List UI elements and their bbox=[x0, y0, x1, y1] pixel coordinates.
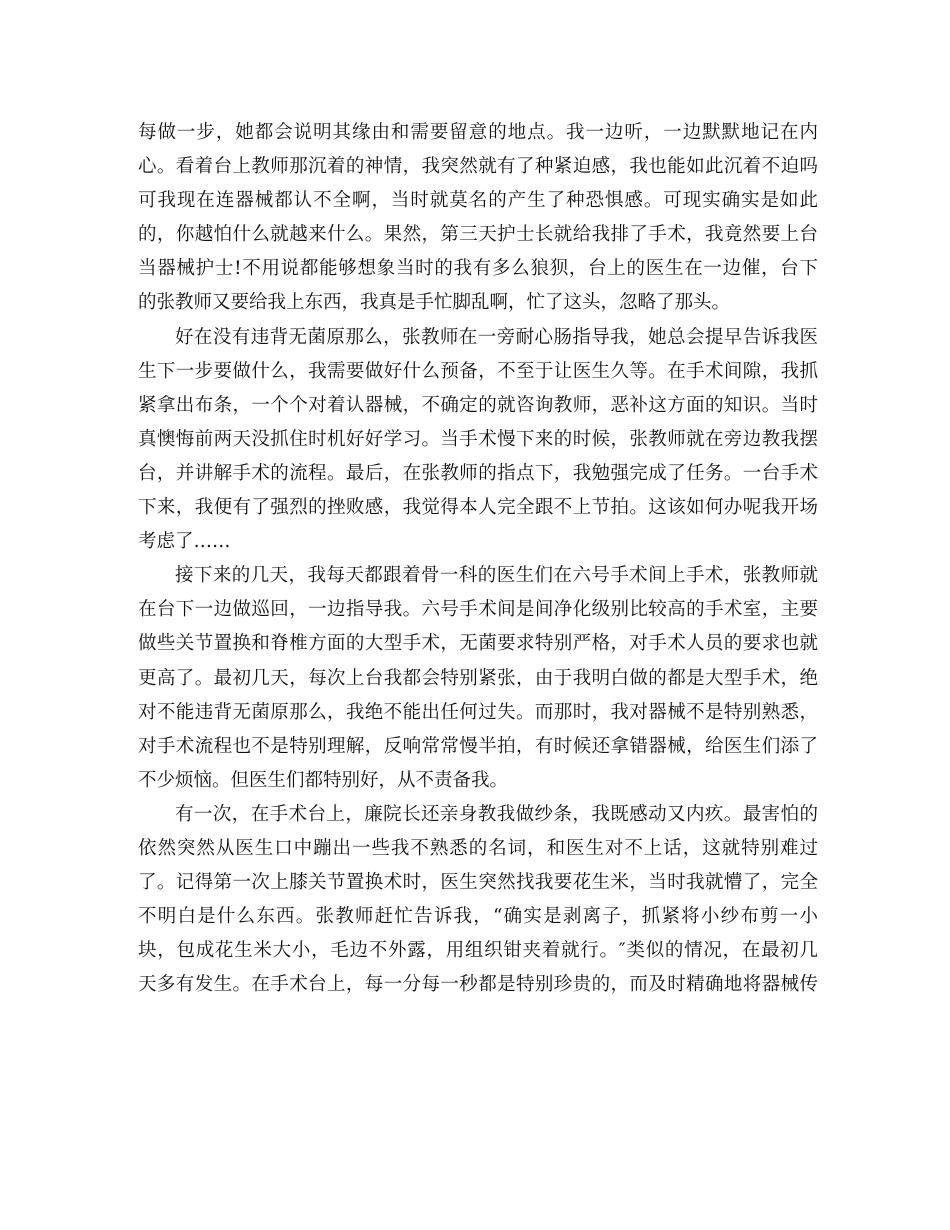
text-line: 在台下一边做巡回，一边指导我。六号手术间是间净化级别比较高的手术室，主要 bbox=[138, 599, 818, 621]
text-line: 心。看着台上教师那沉着的神情，我突然就有了种紧迫感，我也能如此沉着不迫吗 bbox=[138, 156, 818, 178]
text-line: 紧拿出布条，一个个对着认器械，不确定的就咨询教师，恶补这方面的知识。当时 bbox=[138, 394, 818, 416]
document-body bbox=[138, 116, 818, 1002]
text-line: 下来，我便有了强烈的挫败感，我觉得本人完全跟不上节拍。这该如何办呢我开场 bbox=[138, 497, 818, 519]
text-line: 真懊悔前两天没抓住时机好好学习。当手术慢下来的时候，张教师就在旁边教我摆 bbox=[138, 428, 818, 450]
text-line: 依然突然从医生口中蹦出一些我不熟悉的名词，和医生对不上话，这就特别难过 bbox=[138, 837, 818, 859]
text-line: 当器械护士!不用说都能够想象当时的我有多么狼狈，台上的医生在一边催，台下 bbox=[138, 258, 818, 280]
text-line: 做些关节置换和脊椎方面的大型手术，无菌要求特别严格，对手术人员的要求也就 bbox=[138, 633, 818, 655]
text-line: 台，并讲解手术的流程。最后，在张教师的指点下，我勉强完成了任务。一台手术 bbox=[138, 462, 818, 484]
text-line: 不少烦恼。但医生们都特别好，从不责备我。 bbox=[138, 769, 509, 791]
text-line: 每做一步，她都会说明其缘由和需要留意的地点。我一边听，一边默默地记在内 bbox=[138, 122, 818, 143]
text-line: 了。记得第一次上膝关节置换术时，医生突然找我要花生米，当时我就懵了，完全 bbox=[138, 872, 818, 894]
text-line: 的，你越怕什么就越来什么。果然，第三天护士长就给我排了手术，我竟然要上台 bbox=[138, 224, 818, 246]
text-line: 有一次，在手术台上，廉院长还亲身教我做纱条，我既感动又内疚。最害怕的 bbox=[175, 803, 818, 825]
text-line: 更高了。最初几天，每次上台我都会特别紧张，由于我明白做的都是大型手术，绝 bbox=[138, 667, 818, 689]
text-line: 生下一步要做什么，我需要做好什么预备，不至于让医生久等。在手术间隙，我抓 bbox=[138, 360, 818, 382]
text-line: 的张教师又要给我上东西，我真是手忙脚乱啊，忙了这头，忽略了那头。 bbox=[138, 292, 731, 314]
text-line: 天多有发生。在手术台上，每一分每一秒都是特别珍贵的，而及时精确地将器械传 bbox=[138, 974, 818, 996]
text-line: 对不能违背无菌原那么，我绝不能出任何过失。而那时，我对器械不是特别熟悉， bbox=[138, 701, 818, 723]
text-line: 考虑了…… bbox=[138, 531, 231, 553]
text-line: 可我现在连器械都认不全啊，当时就莫名的产生了种恐惧感。可现实确实是如此 bbox=[138, 190, 818, 212]
text-line: 对手术流程也不是特别理解，反响常常慢半拍，有时候还拿错器械，给医生们添了 bbox=[138, 735, 818, 757]
text-line: 不明白是什么东西。张教师赶忙告诉我，“确实是剥离子，抓紧将小纱布剪一小 bbox=[138, 906, 818, 928]
text-line: 块，包成花生米大小，毛边不外露，用组织钳夹着就行。″类似的情况，在最初几 bbox=[138, 940, 818, 962]
text-line: 好在没有违背无菌原那么，张教师在一旁耐心肠指导我，她总会提早告诉我医 bbox=[175, 326, 818, 348]
text-line: 接下来的几天，我每天都跟着骨一科的医生们在六号手术间上手术，张教师就 bbox=[175, 565, 818, 587]
